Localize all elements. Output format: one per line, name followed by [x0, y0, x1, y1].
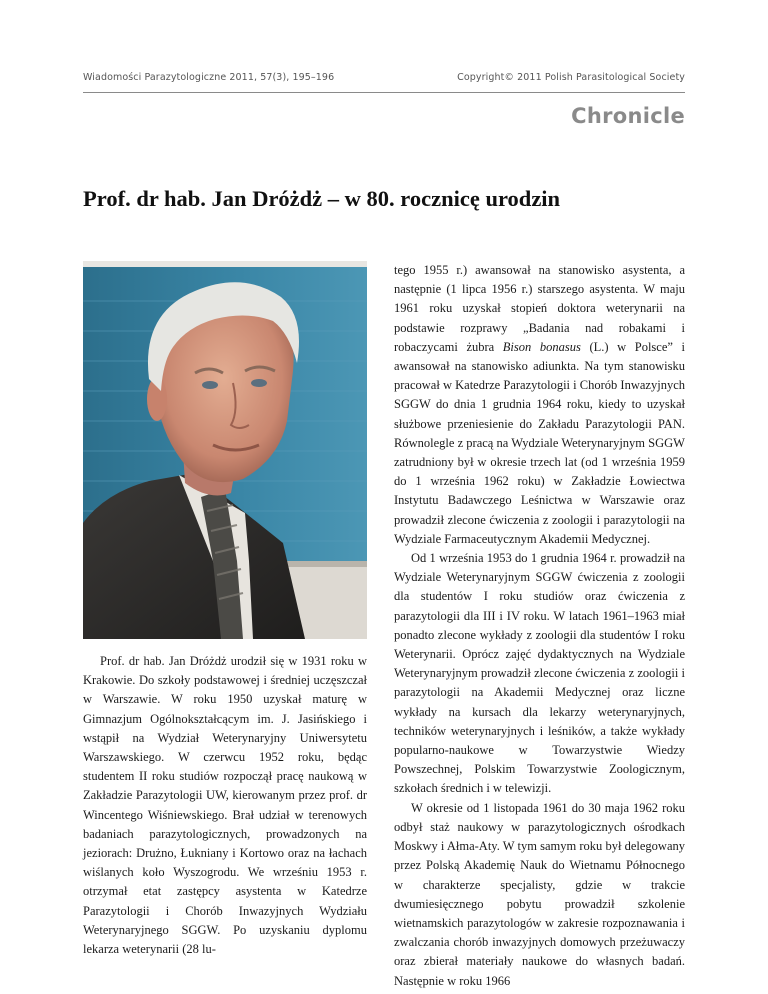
- paragraph: Prof. dr hab. Jan Dróżdż urodził się w 1931 roku w Krakowie. Do szkoły podstawowej i średniej uczęszczał w Warszawie. W roku 1950 uzyskał maturę w Gimnazjum Ogólnokształcącym im. J. Jasińskiego i wstąpił na Wydział Weterynaryjny Uniwersytetu Warszawskiego. W czerwcu 1952 roku, będąc studentem II roku studiów rozpoczął pracę naukową w Zakładzie Parazytologii UW, kierowanym przez prof. dr Wincentego Wiśniewskiego. Brał udział w terenowych badaniach parazytologicznych, prowadzonych na jeziorach: Drużno, Łukniany i Kortowo oraz na łachach wiślanych koło Wyszogrodu. We wrześniu 1953 r. otrzymał etat zastępcy asystenta w Katedrze Parazytologii i Chorób Inwazyjnych Wydziału Weterynaryjnego SGGW. Po uzyskaniu dyplomu lekarza weterynarii (28 lu-: [83, 654, 367, 957]
- journal-citation: Wiadomości Parazytologiczne 2011, 57(3), 195–196: [83, 72, 335, 83]
- paragraph: tego 1955 r.) awansował na stanowisko asystenta, a następnie (1 lipca 1956 r.) starszego asystenta. W maju 1961 roku uzyskał stopień doktora weterynarii na podstawie rozprawy „Badania nad robakami i robaczycami żubra Bison bonasus (L.) w Polsce” i awansował na stanowisko adiunkta. Na tym stanowisku pracował w Katedrze Parazytologii i Chorób Inwazyjnych SGGW do dnia 1 grudnia 1964 roku, kiedy to uzyskał służbowe przeniesienie do Zakładu Parazytologii PAN. Równolegle z pracą na Wydziale Weterynaryjnym SGGW zatrudniony był w okresie trzech lat (od 1 września 1959 do 1 września 1962 roku) w Zakładzie Łowiectwa Instytutu Badawczego Leśnictwa w Warszawie oraz prowadził zlecone ćwiczenia z zoologii i parazytologii na Wydziale Farmaceutycznym Akademii Medycznej.: [394, 263, 685, 546]
- portrait-photo: [83, 261, 367, 639]
- left-text-column: [83, 652, 367, 959]
- section-label: Chronicle: [571, 104, 685, 128]
- running-header: [83, 70, 685, 93]
- paragraph: W okresie od 1 listopada 1961 do 30 maja 1962 roku odbył staż naukowy w parazytologicznych ośrodkach Moskwy i Ałma-Aty. W tym samym roku był delegowany przez Polską Akademię Nauk do Wietnamu Północnego w charakterze specjalisty, gdzie w trakcie dwumiesięcznego pobytu prowadził szkolenie wietnamskich parazytologów w zakresie rozpoznawania i zwalczania chorób inwazyjnych domowych przeżuwaczy oraz zbierał materiały naukowe do własnych badań. Następnie w roku 1966: [394, 800, 685, 988]
- copyright-notice: Copyright© 2011 Polish Parasitological Society: [457, 72, 685, 83]
- right-text-column: [394, 261, 685, 991]
- species-name: Bison bonasus: [502, 339, 581, 354]
- paragraph: Od 1 września 1953 do 1 grudnia 1964 r. prowadził na Wydziale Weterynaryjnym SGGW ćwiczenia z zoologii dla studentów I roku studiów oraz ćwiczenia z parazytologii dla III i IV roku. W latach 1961–1963 miał ponadto zlecone wykłady z zoologii dla studentów I roku Weterynarii. Oprócz zajęć dydaktycznych na Wydziale Weterynaryjnym prowadził zlecone ćwiczenia z zoologii i parazytologii na Akademii Medycznej oraz liczne wykłady na kursach dla lekarzy weterynaryjnych, techników weterynaryjnych i leśników, a także wykłady popularno-naukowe w Towarzystwie Wiedzy Powszechnej, Polskim Towarzystwie Zoologicznym, szkołach średnich i w telewizji.: [394, 551, 685, 796]
- article-title: Prof. dr hab. Jan Dróżdż – w 80. rocznicę urodzin: [83, 186, 561, 211]
